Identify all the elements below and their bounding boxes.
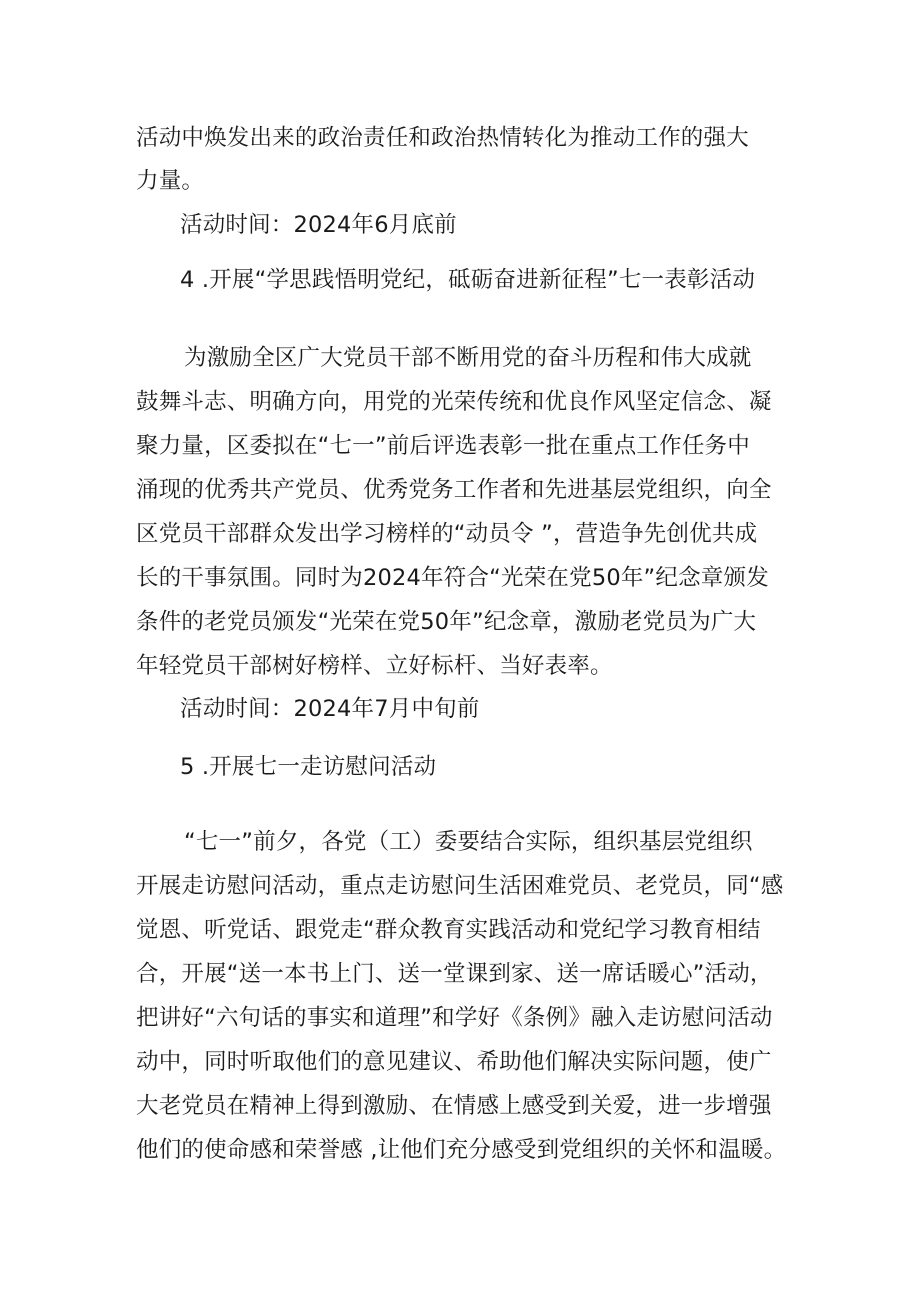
section4-time: 活动时间：2024年7月中旬前 xyxy=(180,696,480,722)
section4-paragraph-line: 长的干事氛围。同时为2024年符合“光荣在党50年”纪念章颁发 xyxy=(136,565,769,591)
section4-paragraph-line: 区党员干部群众发出学习榜样的“动员令 ”，营造争先创优共成 xyxy=(136,521,758,547)
section5-paragraph-line: 动中，同时听取他们的意见建议、希助他们解决实际问题，使广 xyxy=(136,1049,772,1075)
section4-paragraph-line: 涌现的优秀共产党员、优秀党务工作者和先进基层党组织，向全 xyxy=(136,477,772,503)
section4-heading: 4 .开展“学思践悟明党纪，砥砺奋进新征程”七一表彰活动 xyxy=(180,267,756,293)
intro-line-2: 力量。 xyxy=(136,168,205,194)
section5-paragraph-line: 觉恩、听党话、跟党走“群众教育实践活动和党纪学习教育相结 xyxy=(136,917,761,943)
section5-paragraph-line: “七一”前夕，各党（工）委要结合实际，组织基层党组织 xyxy=(184,829,753,855)
section4-paragraph-line: 年轻党员干部树好榜样、立好标杆、当好表率。 xyxy=(136,653,613,679)
activity3-time: 活动时间：2024年6月底前 xyxy=(180,212,457,238)
section5-paragraph-line: 大老党员在精神上得到激励、在情感上感受到关爱，进一步增强 xyxy=(136,1093,772,1119)
intro-line-1: 活动中焕发出来的政治责任和政治热情转化为推动工作的强大 xyxy=(136,125,749,151)
section5-paragraph-line: 开展走访慰问活动，重点走访慰问生活困难党员、老党员，同“感 xyxy=(136,873,784,899)
section5-paragraph-line: 合，开展“送一本书上门、送一堂课到家、送一席话暖心”活动， xyxy=(136,961,773,987)
section5-heading: 5 .开展七一走访慰问活动 xyxy=(180,754,437,780)
section5-paragraph-line: 把讲好“六句话的事实和道理”和学好《条例》融入走访慰问活动 xyxy=(136,1005,773,1031)
section4-paragraph-line: 为激励全区广大党员干部不断用党的奋斗历程和伟大成就 xyxy=(184,345,752,371)
section4-paragraph-line: 条件的老党员颁发“光荣在党50年”纪念章，激励老党员为广大 xyxy=(136,609,757,635)
section4-paragraph-line: 聚力量，区委拟在“七一”前后评选表彰一批在重点工作任务中 xyxy=(136,433,750,459)
section4-paragraph-line: 鼓舞斗志、明确方向，用党的光荣传统和优良作风坚定信念、凝 xyxy=(136,389,772,415)
section5-paragraph-line: 他们的使命感和荣誉感 ,让他们充分感受到党组织的关怀和温暖。 xyxy=(136,1137,787,1163)
